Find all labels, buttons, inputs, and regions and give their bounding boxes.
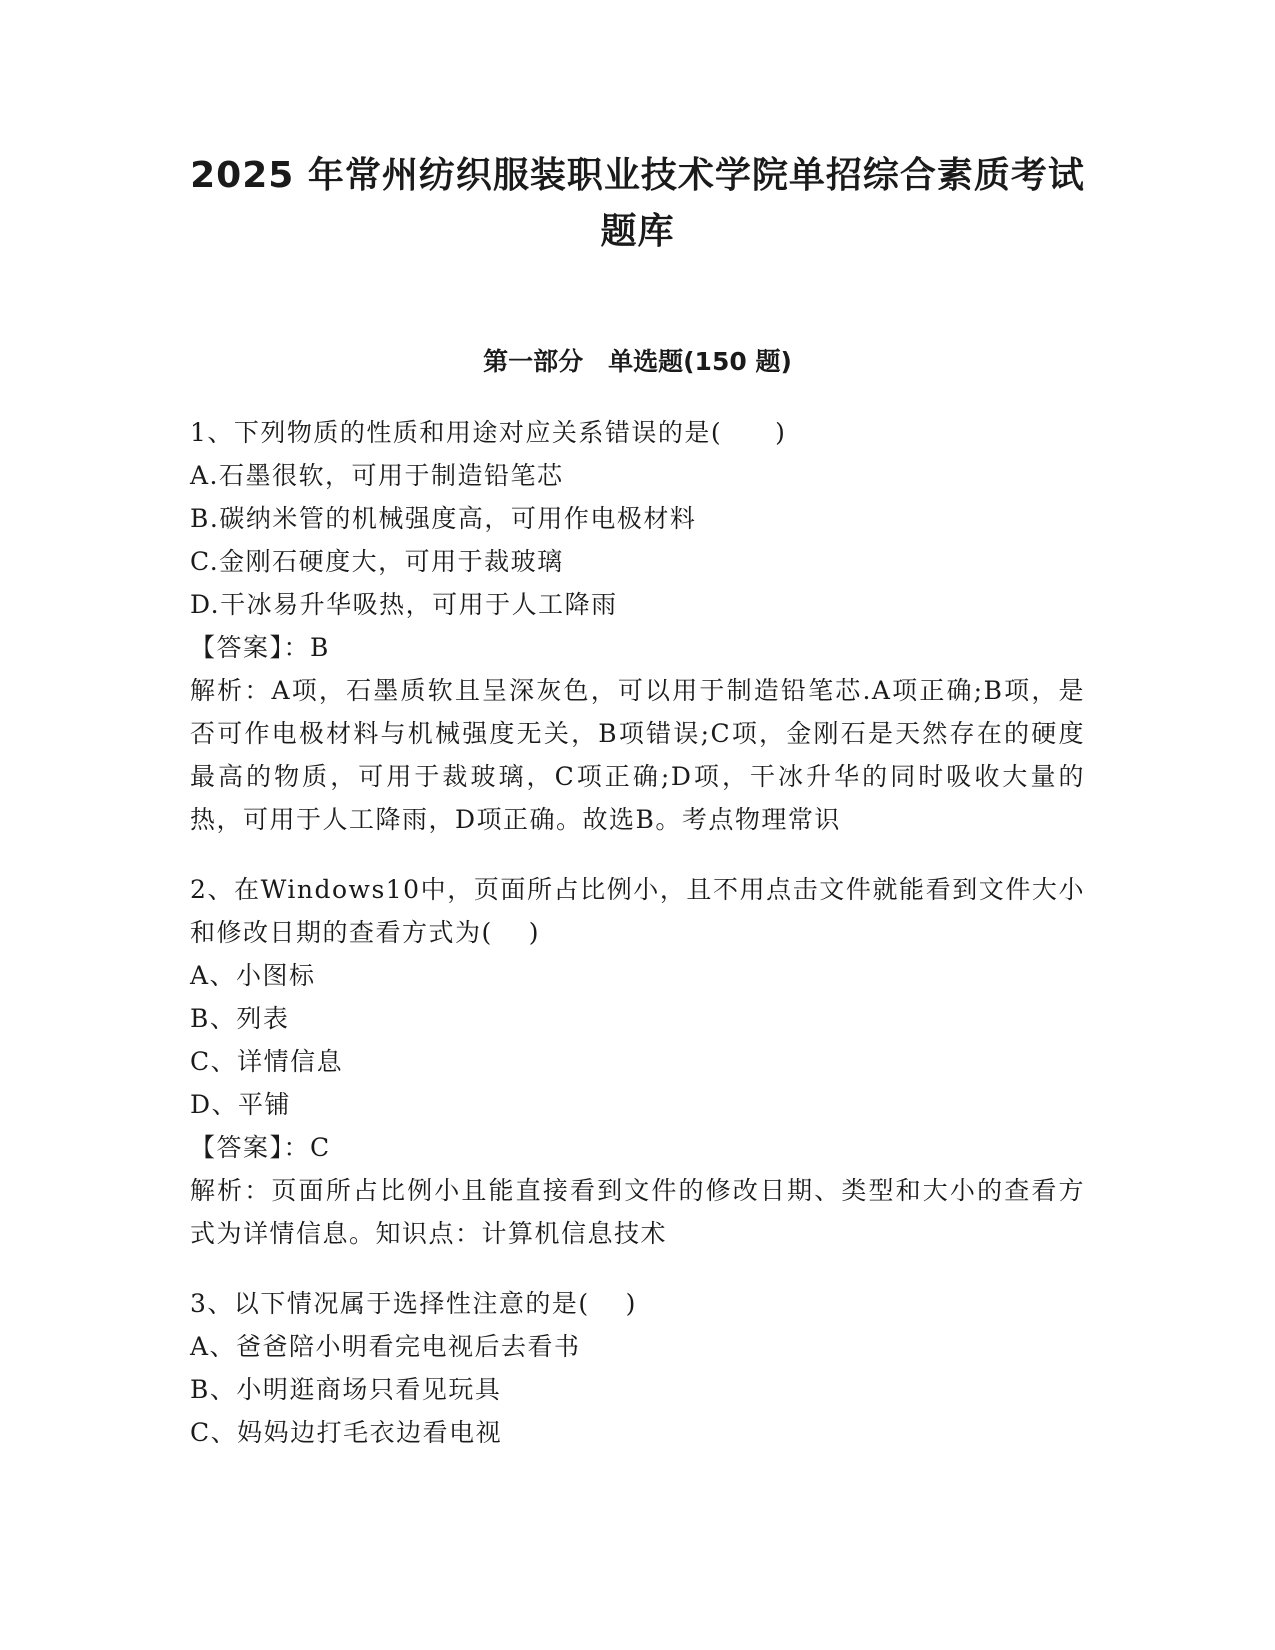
document-title-line-1: 2025 年常州纺织服装职业技术学院单招综合素质考试 (190, 155, 1085, 196)
option-d: D.干冰易升华吸热，可用于人工降雨 (190, 590, 618, 619)
question-2 (190, 868, 1085, 1255)
option-b: B、列表 (190, 1004, 290, 1033)
document-title-line-2: 题库 (600, 211, 675, 252)
option-b: B.碳纳米管的机械强度高，可用作电极材料 (190, 504, 697, 533)
option-a: A.石墨很软，可用于制造铅笔芯 (190, 461, 564, 490)
question-3 (190, 1282, 1085, 1454)
question-stem: 1、下列物质的性质和用途对应关系错误的是( ) (190, 418, 787, 447)
answer-line: 【答案】：C (190, 1133, 331, 1162)
option-a: A、爸爸陪小明看完电视后去看书 (190, 1332, 581, 1361)
option-c: C.金刚石硬度大，可用于裁玻璃 (190, 547, 564, 576)
section-heading: 第一部分 单选题(150 题) (483, 347, 792, 376)
option-b: B、小明逛商场只看见玩具 (190, 1375, 502, 1404)
option-c: C、妈妈边打毛衣边看电视 (190, 1418, 503, 1447)
option-a: A、小图标 (190, 961, 316, 990)
option-d: D、平铺 (190, 1090, 292, 1119)
option-c: C、详情信息 (190, 1047, 344, 1076)
question-stem: 3、以下情况属于选择性注意的是( ) (190, 1289, 637, 1318)
analysis-text: 解析：页面所占比例小且能直接看到文件的修改日期、类型和大小的查看方式为详情信息。知识点：计算机信息技术 (190, 1176, 1085, 1248)
document-title (150, 148, 1125, 260)
analysis-text: 解析：A项，石墨质软且呈深灰色，可以用于制造铅笔芯.A项正确;B项，是否可作电极材料与机械强度无关，B项错误;C项，金刚石是天然存在的硬度最高的物质，可用于裁玻璃，C项正确;D项，干冰升华的同时吸收大量的热，可用于人工降雨，D项正确。故选B。考点物理常识 (190, 676, 1085, 834)
answer-line: 【答案】：B (190, 633, 330, 662)
question-stem: 2、在Windows10中，页面所占比例小，且不用点击文件就能看到文件大小和修改日期的查看方式为( ) (190, 875, 1085, 947)
question-1 (190, 411, 1085, 841)
question-list (190, 411, 1085, 1481)
